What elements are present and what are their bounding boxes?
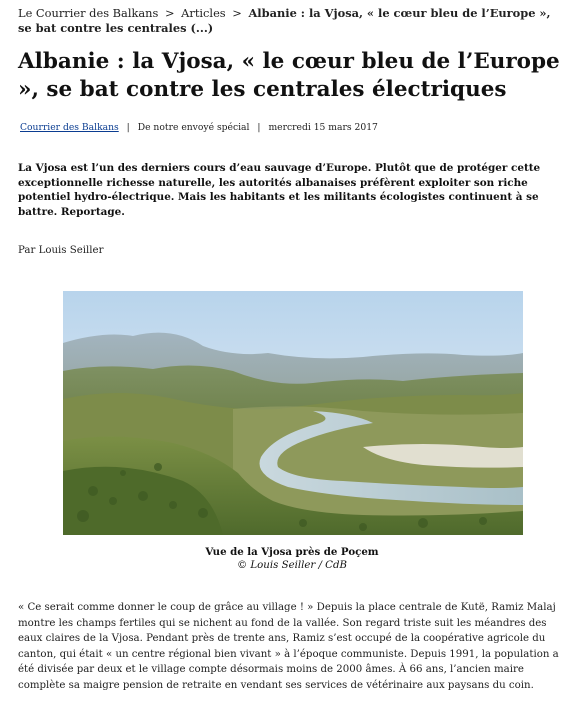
article-title: Albanie : la Vjosa, « le cœur bleu de l’Europe », se bat contre les centrales électriques [18, 49, 560, 102]
publish-date: mercredi 15 mars 2017 [268, 122, 378, 133]
breadcrumb-separator: > [164, 6, 175, 20]
meta-separator: | [126, 122, 130, 133]
article-byline: Par Louis Seiller [18, 245, 104, 256]
vjosa-valley-photo [63, 291, 523, 535]
breadcrumb-home-link[interactable]: Le Courrier des Balkans [18, 6, 159, 20]
breadcrumb-current: Albanie : la Vjosa, « le cœur bleu de l’Europe », se bat contre les centrales (...) [18, 6, 551, 35]
caption-title: Vue de la Vjosa près de Poçem [205, 546, 379, 558]
breadcrumb-articles-link[interactable]: Articles [181, 6, 226, 20]
photo-caption [18, 545, 566, 573]
article-body-paragraph: « Ce serait comme donner le coup de grâce au village ! » Depuis la place centrale de Kutë, Ramiz Malaj montre les champs fertiles qui se nichent au fond de la vallée. Son regard triste suit les méandres des eaux claires de la Vjosa. Pendant près de trente ans, Ramiz s’est occupé de la coopérative agricole du canton, qui était « un centre régional bien vivant » à l’époque communiste. Depuis 1991, la population a été divisée par deux et le village compte désormais moins de 2000 âmes. À 66 ans, l’ancien maire complète sa maigre pension de retraite en vendant ses services de vétérinaire aux paysans du coin. [18, 602, 559, 691]
breadcrumb [18, 6, 566, 35]
article-lead: La Vjosa est l’un des derniers cours d’eau sauvage d’Europe. Plutôt que de protéger cette exceptionnelle richesse naturelle, les autorités albanaises préfèrent exploiter son riche potentiel hydro-électrique. Mais les habitants et les militants écologistes continuent à se battre. Reportage. [18, 162, 541, 218]
breadcrumb-separator: > [232, 6, 242, 20]
envoy-label: De notre envoyé spécial [137, 122, 250, 133]
article-meta [20, 122, 378, 133]
caption-credit: © Louis Seiller / CdB [236, 560, 347, 571]
meta-separator: | [257, 122, 261, 133]
article-photo [63, 291, 523, 535]
source-link[interactable]: Courrier des Balkans [20, 122, 119, 133]
